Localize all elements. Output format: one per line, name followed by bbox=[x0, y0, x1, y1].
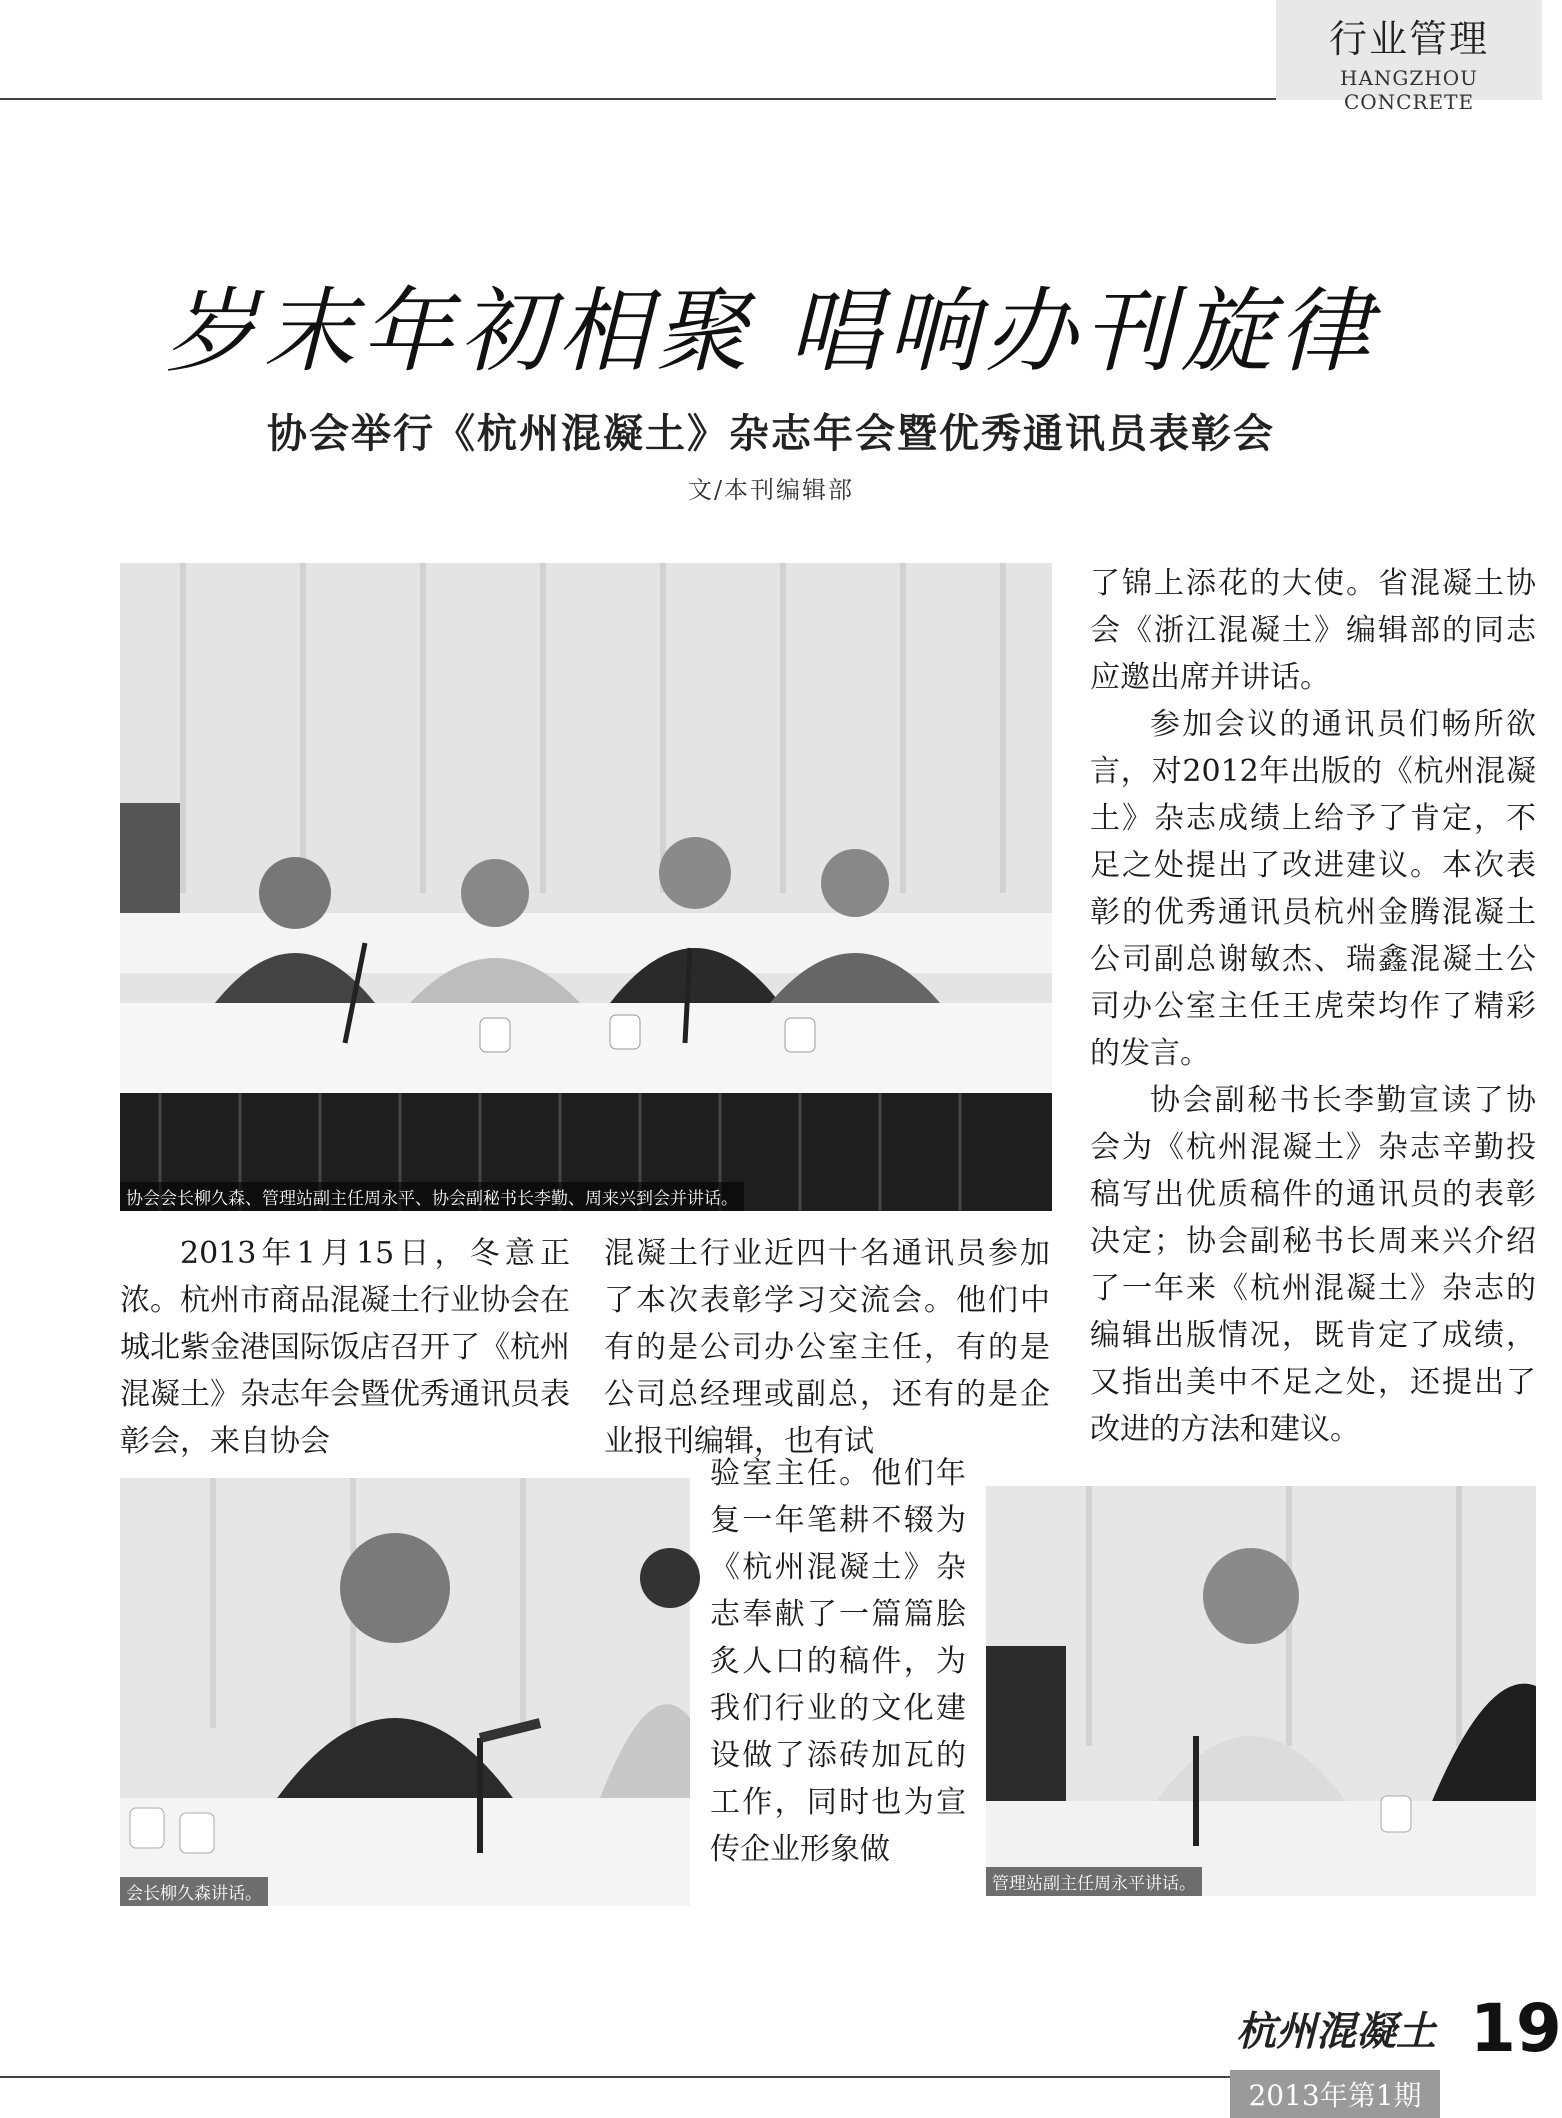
photo-deputy-illustration bbox=[986, 1486, 1536, 1896]
meeting-photo-top bbox=[120, 563, 1052, 1211]
page-number: 19 bbox=[1470, 1990, 1562, 2067]
article-subtitle: 协会举行《杭州混凝土》杂志年会暨优秀通讯员表彰会 bbox=[267, 411, 1275, 457]
article-column-middle bbox=[604, 1230, 1050, 1465]
photo-president-illustration bbox=[120, 1478, 690, 1906]
issue-label: 2013年第1期 bbox=[1248, 2079, 1422, 2112]
section-label: 行业管理 bbox=[1328, 17, 1489, 61]
article-column-right bbox=[1090, 560, 1536, 1453]
photo-top-caption: 协会会长柳久森、管理站副主任周永平、协会副秘书长李勤、周来兴到会并讲话。 bbox=[120, 1182, 744, 1211]
article-column-narrow bbox=[710, 1450, 966, 1873]
photo-bottom-right-caption: 管理站副主任周永平讲话。 bbox=[986, 1867, 1202, 1896]
paragraph: 参加会议的通讯员们畅所欲言，对2012年出版的《杭州混凝土》杂志成绩上给予了肯定，不足之处提出了改进建议。本次表彰的优秀通讯员杭州金腾混凝土公司副总谢敏杰、瑞鑫混凝土公司办公室主任王虎荣均作了精彩的发言。 bbox=[1090, 707, 1536, 1071]
meeting-photo-illustration bbox=[120, 563, 1052, 1211]
photo-president-speech bbox=[120, 1478, 690, 1906]
photo-deputy-speech bbox=[986, 1486, 1536, 1896]
paragraph: 2013年1月15日，冬意正浓。杭州市商品混凝土行业协会在城北紫金港国际饭店召开了《杭州混凝土》杂志年会暨优秀通讯员表彰会，来自协会 bbox=[120, 1236, 570, 1459]
footer-magazine-logo: 杭州混凝土 bbox=[1236, 2008, 1436, 2055]
header-rule bbox=[0, 98, 1276, 100]
photo-bottom-left-caption: 会长柳久森讲话。 bbox=[120, 1877, 268, 1906]
magazine-name: HANGZHOU CONCRETE bbox=[1340, 66, 1478, 114]
article-byline: 文/本刊编辑部 bbox=[687, 476, 855, 504]
paragraph: 协会副秘书长李勤宣读了协会为《杭州混凝土》杂志辛勤投稿写出优质稿件的通讯员的表彰决定；协会副秘书长周来兴介绍了一年来《杭州混凝土》杂志的编辑出版情况，既肯定了成绩，又指出美中不足之处，还提出了改进的方法和建议。 bbox=[1090, 1083, 1536, 1447]
paragraph: 验室主任。他们年复一年笔耕不辍为《杭州混凝土》杂志奉献了一篇篇脍炙人口的稿件，为我们行业的文化建设做了添砖加瓦的工作，同时也为宣传企业形象做 bbox=[710, 1456, 966, 1867]
article-title: 岁末年初相聚 唱响办刊旋律 bbox=[165, 278, 1377, 385]
paragraph: 了锦上添花的大使。省混凝土协会《浙江混凝土》编辑部的同志应邀出席并讲话。 bbox=[1090, 566, 1536, 695]
article-column-left bbox=[120, 1230, 570, 1465]
paragraph: 混凝土行业近四十名通讯员参加了本次表彰学习交流会。他们中有的是公司办公室主任，有的是公司总经理或副总，还有的是企业报刊编辑，也有试 bbox=[604, 1236, 1050, 1459]
footer-rule bbox=[0, 2076, 1440, 2078]
